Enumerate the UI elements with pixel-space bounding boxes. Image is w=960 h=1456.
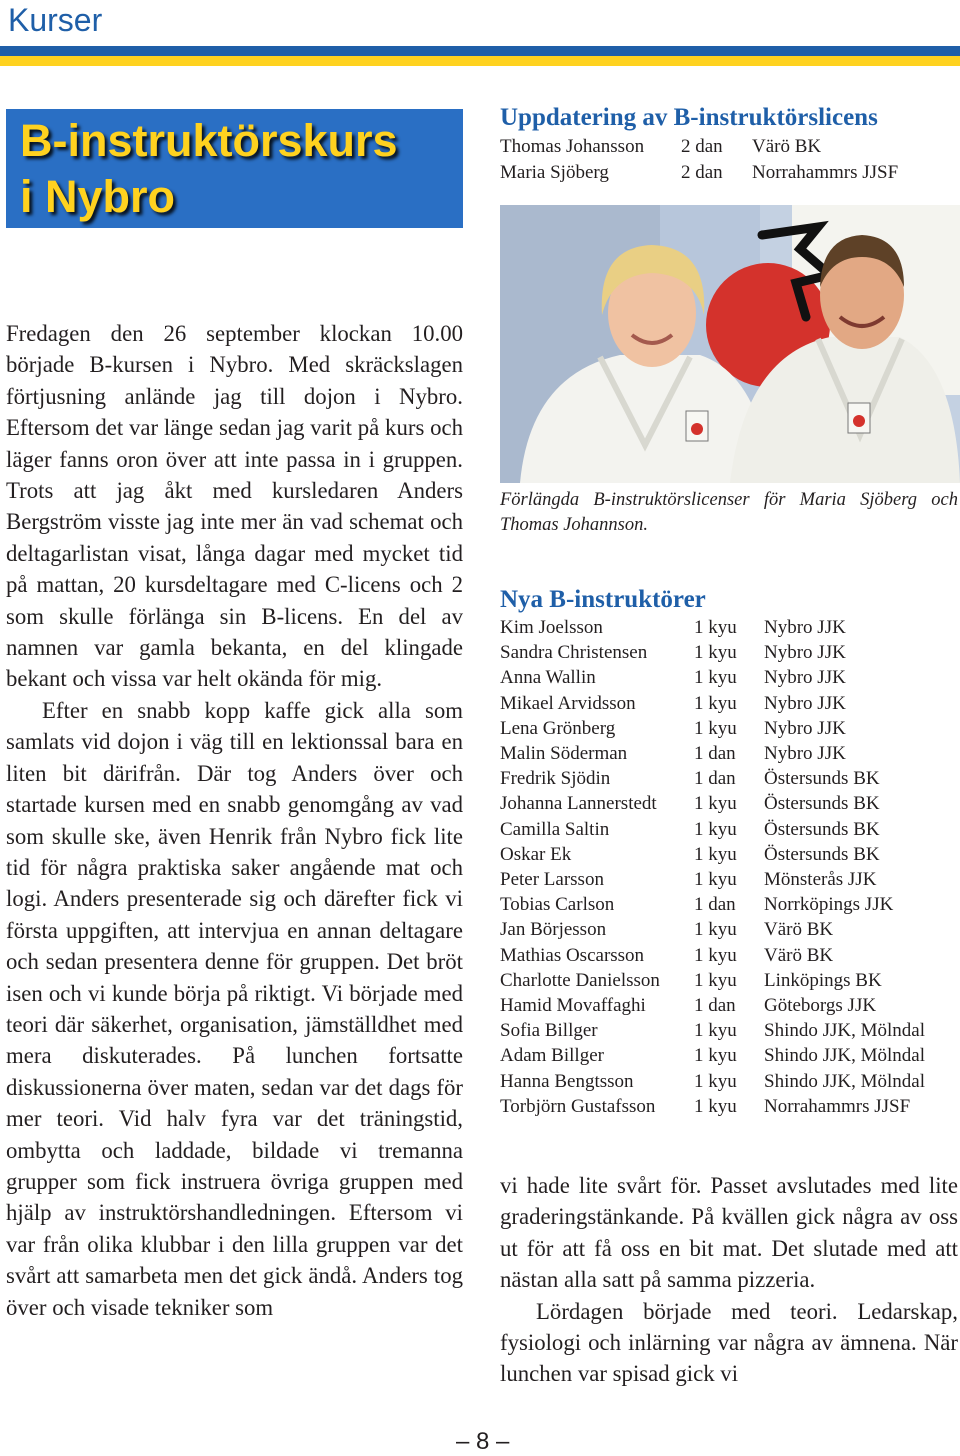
instructor-grade: 1 kyu — [694, 869, 737, 891]
instructor-name: Tobias Carlson — [500, 894, 615, 916]
article-paragraph: Fredagen den 26 september klockan 10.00 började B-kursen i Nybro. Med skräckslagen förtjusning anlände jag till dojon i Nybro. Eftersom det var länge sedan jag varit på kurs och läger fanns oron över att inte passa in i gruppen. Trots att jag åkt med kursledaren Anders Bergström visste jag inte mer än vad schemat och deltagarlistan visat, långa dagar med mycket tid på mattan, 20 kursdeltagare med C-licens och 2 som skulle förlänga sin B-licens. En del av namnen var gamla bekanta, en del klingade bekant och vissa var helt okända för mig. — [6, 321, 463, 692]
instructor-club: Östersunds BK — [764, 768, 880, 790]
instructor-name: Hamid Movaffaghi — [500, 995, 646, 1017]
headline-box — [6, 109, 463, 228]
new-instructors-heading: Nya B-instruktörer — [500, 586, 706, 613]
instructor-name: Lena Grönberg — [500, 717, 616, 739]
table-row — [500, 968, 925, 993]
table-row — [500, 1043, 925, 1068]
table-row — [500, 1069, 925, 1094]
instructor-grade: 1 kyu — [694, 617, 737, 638]
instructor-club: Shindo JJK, Mölndal — [764, 1070, 925, 1092]
update-heading: Uppdatering av B-instruktörslicens — [500, 104, 878, 131]
table-row — [500, 817, 925, 842]
table-row — [500, 134, 898, 160]
table-row — [500, 691, 925, 716]
instructor-grade: 1 kyu — [694, 1095, 737, 1117]
instructor-club: Nybro JJK — [764, 617, 846, 638]
instructor-name: Mathias Oscarsson — [500, 944, 645, 966]
instructor-club: Nybro JJK — [764, 692, 846, 714]
table-row — [500, 867, 925, 892]
table-row — [500, 1018, 925, 1043]
article-right-column — [500, 1170, 958, 1390]
instructor-name: Charlotte Danielsson — [500, 969, 660, 991]
page-number: – 8 – — [456, 1428, 510, 1455]
instructor-club: Värö BK — [764, 944, 834, 966]
instructor-club: Värö BK — [764, 919, 834, 941]
instructor-name: Oskar Ek — [500, 843, 572, 865]
new-instructors-table — [500, 615, 925, 1119]
article-paragraph: Lördagen började med teori. Ledarskap, fysiologi och inlärning var några av ämnena. När lunchen var spisad gick vi — [500, 1298, 958, 1387]
table-row — [500, 917, 925, 942]
instructor-grade: 2 dan — [681, 136, 723, 157]
headline-line-1: B-instruktörskurs — [20, 115, 398, 166]
instructor-grade: 1 kyu — [694, 1070, 737, 1092]
instructor-grade: 1 kyu — [694, 944, 737, 966]
instructor-grade: 1 kyu — [694, 1045, 737, 1067]
instructor-grade: 1 dan — [694, 894, 736, 916]
instructor-grade: 1 kyu — [694, 793, 737, 815]
instructor-name: Peter Larsson — [500, 869, 604, 891]
article-left-column — [6, 318, 463, 1323]
instructor-name: Camilla Saltin — [500, 818, 610, 840]
instructor-name: Malin Söderman — [500, 743, 628, 765]
instructor-grade: 1 dan — [694, 995, 736, 1017]
instructor-club: Göteborgs JJK — [764, 995, 877, 1017]
instructor-grade: 2 dan — [681, 162, 723, 183]
instructors-photo — [500, 205, 960, 483]
instructor-club: Norrahammrs JJSF — [764, 1095, 911, 1117]
table-row — [500, 741, 925, 766]
instructor-club: Shindo JJK, Mölndal — [764, 1045, 925, 1067]
table-row — [500, 160, 898, 186]
table-row — [500, 615, 925, 640]
instructor-club: Nybro JJK — [764, 743, 846, 765]
headline-line-2: i Nybro — [20, 171, 176, 222]
instructor-grade: 1 kyu — [694, 919, 737, 941]
table-row — [500, 892, 925, 917]
headline — [20, 113, 398, 225]
instructor-name: Fredrik Sjödin — [500, 768, 611, 790]
instructor-grade: 1 kyu — [694, 692, 737, 714]
instructor-name: Thomas Johansson — [500, 136, 645, 157]
instructor-club: Östersunds BK — [764, 818, 880, 840]
instructor-grade: 1 dan — [694, 743, 736, 765]
instructor-grade: 1 kyu — [694, 717, 737, 739]
photo-caption: Förlängda B-instruktörslicenser för Maria Sjöberg och Thomas Johannson. — [500, 490, 958, 535]
table-row — [500, 842, 925, 867]
header-rule-yellow — [0, 56, 960, 66]
table-row — [500, 716, 925, 741]
table-row — [500, 943, 925, 968]
instructor-grade: 1 kyu — [694, 843, 737, 865]
header-rule-blue — [0, 46, 960, 56]
instructor-club: Linköpings BK — [764, 969, 882, 991]
instructor-name: Sofia Billger — [500, 1020, 598, 1042]
table-row — [500, 993, 925, 1018]
instructor-name: Adam Billger — [500, 1045, 604, 1067]
instructor-club: Nybro JJK — [764, 717, 846, 739]
photo-illustration — [500, 205, 960, 483]
instructor-grade: 1 kyu — [694, 969, 737, 991]
instructor-club: Värö BK — [752, 136, 822, 157]
section-title: Kurser — [8, 2, 103, 38]
table-row — [500, 1094, 925, 1119]
instructor-name: Sandra Christensen — [500, 642, 648, 664]
instructor-name: Kim Joelsson — [500, 617, 603, 638]
instructor-grade: 1 dan — [694, 768, 736, 790]
instructor-name: Maria Sjöberg — [500, 162, 609, 183]
table-row — [500, 665, 925, 690]
instructor-name: Hanna Bengtsson — [500, 1070, 634, 1092]
instructor-name: Mikael Arvidsson — [500, 692, 636, 714]
update-table — [500, 134, 898, 186]
instructor-club: Shindo JJK, Mölndal — [764, 1020, 925, 1042]
table-row — [500, 640, 925, 665]
instructor-name: Johanna Lannerstedt — [500, 793, 657, 815]
instructor-club: Nybro JJK — [764, 642, 846, 664]
instructor-club: Östersunds BK — [764, 793, 880, 815]
instructor-club: Mönsterås JJK — [764, 869, 877, 891]
article-paragraph: vi hade lite svårt för. Passet avslutades med lite graderingstänkande. På kvällen gick några av oss ut för att få oss en bit mat. Det slutade med att nästan alla satt på samma pizzeria. — [500, 1173, 958, 1293]
instructor-grade: 1 kyu — [694, 818, 737, 840]
instructor-grade: 1 kyu — [694, 667, 737, 689]
table-row — [500, 766, 925, 791]
instructor-club: Östersunds BK — [764, 843, 880, 865]
instructor-grade: 1 kyu — [694, 642, 737, 664]
article-paragraph: Efter en snabb kopp kaffe gick alla som samlats vid dojon i väg till en lektionssal bara en liten bit därifrån. Där tog Anders över och startade kursen med en snabb genomgång av vad som skulle ske, även Henrik från Nybro fick lite tid för några praktiska saker angående mat och logi. Anders presenterade sig och därefter fick vi första uppgiften, att intervjua en annan deltagare och sedan presentera denne för gruppen. Det bröt isen och vi kunde börja på riktigt. Vi började med teori där säkerhet, organisation, jämställdhet med mera diskuterades. På lunchen fortsatte diskussionerna över maten, sedan var det dags för mer teori. Vid halv fyra var det träningstid, ombytta och laddade, bildade vi tremanna grupper som fick instruera övriga gruppen med hjälp av instruktörshandledningen. Eftersom vi var från olika klubbar i den lilla gruppen var det svårt att samarbeta men det gick ändå. Anders tog över och visade tekniker som — [6, 697, 463, 1320]
instructor-club: Norrahammrs JJSF — [752, 162, 899, 183]
instructor-name: Anna Wallin — [500, 667, 596, 689]
instructor-grade: 1 kyu — [694, 1020, 737, 1042]
instructor-club: Nybro JJK — [764, 667, 846, 689]
instructor-club: Norrköpings JJK — [764, 894, 894, 916]
table-row — [500, 791, 925, 816]
instructor-name: Torbjörn Gustafsson — [500, 1095, 656, 1117]
instructor-name: Jan Börjesson — [500, 919, 607, 941]
